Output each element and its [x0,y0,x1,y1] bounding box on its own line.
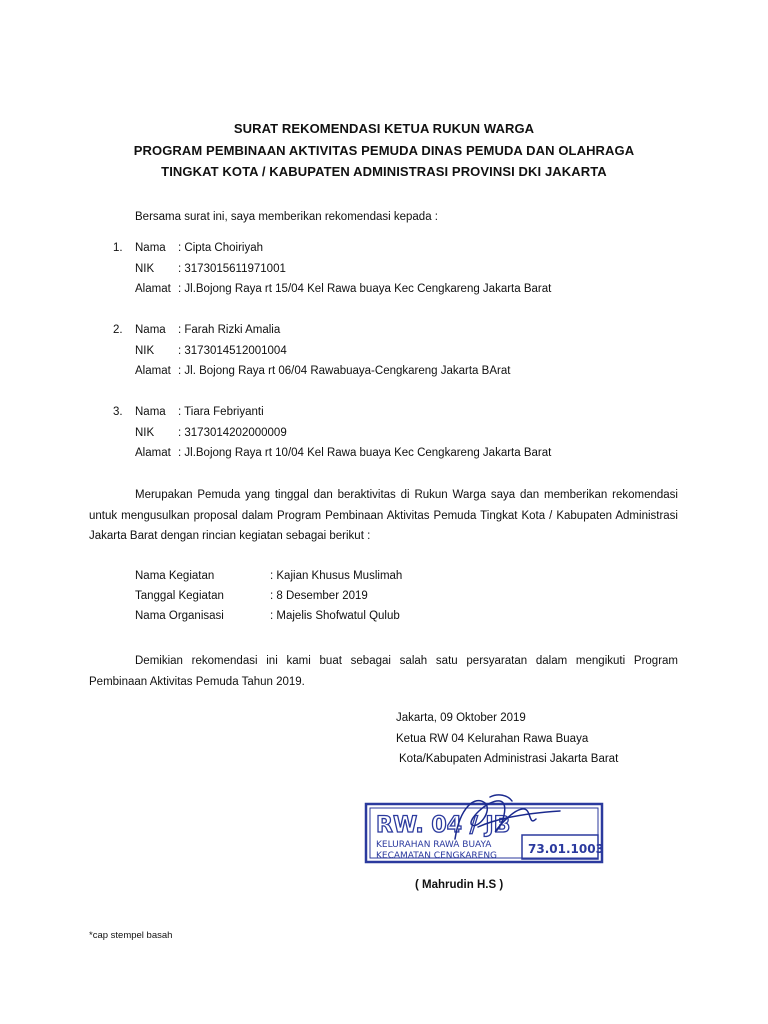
nik-value: : 3173014202000009 [178,427,287,439]
nama-label: Nama [135,324,166,336]
closing-paragraph [89,651,678,692]
item-number: 1. [113,242,123,254]
nik-value: : 3173014512001004 [178,345,287,357]
nama-value: : Farah Rizki Amalia [178,324,281,336]
organization-value: : Majelis Shofwatul Qulub [270,610,400,622]
activity-date-label: Tanggal Kegiatan [135,590,224,602]
item-number: 2. [113,324,123,336]
level-title: TINGKAT KOTA / KABUPATEN ADMINISTRASI PROVINSI DKI JAKARTA [161,164,607,179]
activity-date-value: : 8 Desember 2019 [270,590,368,602]
stamp-village: KELURAHAN RAWA BUAYA [376,840,492,850]
item-number: 3. [113,406,123,418]
nama-label: Nama [135,242,166,254]
alamat-value: : Jl.Bojong Raya rt 15/04 Kel Rawa buaya Kec Cengkareng Jakarta Barat [178,283,552,295]
nik-label: NIK [135,263,155,275]
paragraph-text: Merupakan Pemuda yang tinggal dan beraktivitas di Rukun Warga saya dan memberikan rekomendasi untuk mengusulkan proposal dalam Program Pembinaan Aktivitas Pemuda Tingkat Kota / Kabupaten Administrasi Jakarta Barat dengan rincian kegiatan sebagai berikut : [89,489,678,542]
alamat-label: Alamat [135,365,171,377]
nik-label: NIK [135,345,155,357]
alamat-value: : Jl.Bojong Raya rt 10/04 Kel Rawa buaya Kec Cengkareng Jakarta Barat [178,447,552,459]
signatory-name: ( Mahrudin H.S ) [415,879,504,891]
program-title: PROGRAM PEMBINAAN AKTIVITAS PEMUDA DINAS PEMUDA DAN OLAHRAGA [133,143,635,158]
body-paragraph [89,485,678,547]
stamp-code: 73.01.1003 [528,842,604,856]
paragraph-text: Demikian rekomendasi ini kami buat sebagai salah satu persyaratan dalam mengikuti Program Pembinaan Aktivitas Pemuda Tahun 2019. [89,655,678,688]
nama-value: : Cipta Choiriyah [178,242,264,254]
intro-text: Bersama surat ini, saya memberikan rekomendasi kepada : [135,211,438,223]
activity-name-label: Nama Kegiatan [135,570,215,582]
place-date: Jakarta, 09 Oktober 2019 [396,712,526,724]
stamp-title: RW. 04 / JB [376,813,511,838]
activity-name-value: : Kajian Khusus Muslimah [270,570,403,582]
nik-label: NIK [135,427,155,439]
nama-label: Nama [135,406,166,418]
alamat-label: Alamat [135,447,171,459]
letter-title: SURAT REKOMENDASI KETUA RUKUN WARGA [233,121,535,136]
organization-label: Nama Organisasi [135,610,224,622]
alamat-value: : Jl. Bojong Raya rt 06/04 Rawabuaya-Cengkareng Jakarta BArat [178,365,511,377]
stamp-district: KECAMATAN CENGKARENG [376,851,498,861]
footnote: *cap stempel basah [89,930,173,941]
alamat-label: Alamat [135,283,171,295]
signer-position: Ketua RW 04 Kelurahan Rawa Buaya [396,733,589,745]
signer-region: Kota/Kabupaten Administrasi Jakarta Barat [399,753,619,765]
nik-value: : 3173015611971001 [178,263,286,275]
nama-value: : Tiara Febriyanti [178,406,264,418]
rw-stamp [360,787,610,877]
